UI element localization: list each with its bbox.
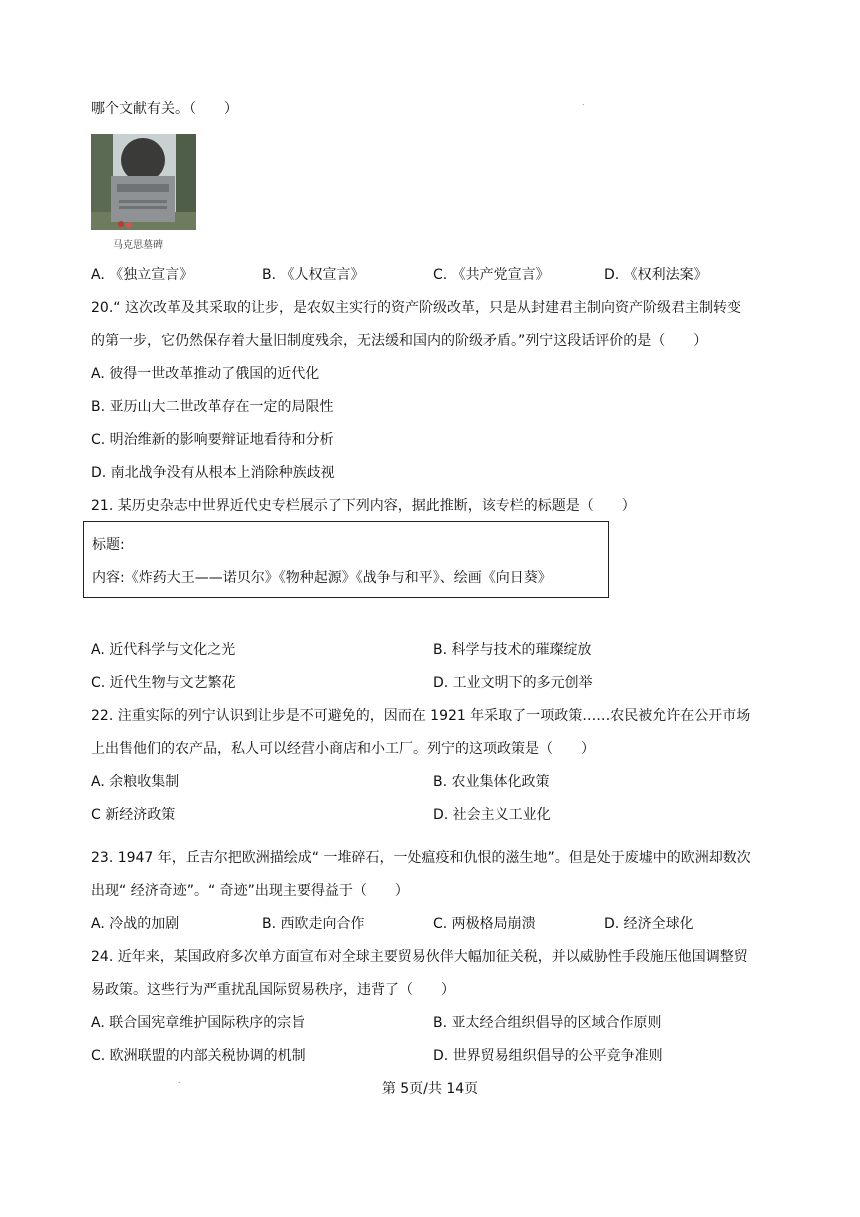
- q23-option-a[interactable]: A. 冷战的加剧: [91, 916, 180, 932]
- q21-stem: 21. 某历史杂志中世界近代史专栏展示了下列内容，据此推断，该专栏的标题是（ ）: [91, 498, 636, 514]
- q19-option-b[interactable]: B. 《人权宣言》: [262, 267, 365, 283]
- q21-option-c[interactable]: C. 近代生物与文艺繁花: [91, 675, 236, 691]
- page-footer: 第 5页/共 14页: [381, 1081, 479, 1097]
- marx-tomb-photo: [91, 134, 196, 230]
- q22-option-d[interactable]: D. 社会主义工业化: [433, 807, 551, 823]
- q24-option-d[interactable]: D. 世界贸易组织倡导的公平竞争准则: [433, 1048, 663, 1064]
- q23-option-d[interactable]: D. 经济全球化: [604, 916, 694, 932]
- q24-stem-line1: 24. 近年来，某国政府多次单方面宣布对全球主要贸易伙伴大幅加征关税，并以威胁性手段施压他国调整贸: [91, 949, 748, 965]
- q24-option-b[interactable]: B. 亚太经合组织倡导的区域合作原则: [433, 1015, 662, 1031]
- q24-option-c[interactable]: C. 欧洲联盟的内部关税协调的机制: [91, 1048, 306, 1064]
- q22-stem-line1: 22. 注重实际的列宁认识到让步是不可避免的，因而在 1921 年采取了一项政策……农民被允许在公开市场: [91, 708, 751, 724]
- q22-option-a[interactable]: A. 余粮收集制: [91, 774, 180, 790]
- q21-option-a[interactable]: A. 近代科学与文化之光: [91, 642, 236, 658]
- marx-tomb-image: [91, 134, 196, 230]
- q19-option-d[interactable]: D. 《权利法案》: [604, 267, 708, 283]
- q19-option-a[interactable]: A. 《独立宣言》: [91, 267, 194, 283]
- q22-stem-line2: 上出售他们的农产品，私人可以经营小商店和小工厂。列宁的这项政策是（ ）: [91, 741, 595, 757]
- q20-stem-line2: 的第一步，它仍然保存着大量旧制度残余，无法缓和国内的阶级矛盾。”列宁这段话评价的是（ ）: [91, 333, 708, 349]
- q24-stem-line2: 易政策。这些行为严重扰乱国际贸易秩序，违背了（ ）: [91, 982, 455, 998]
- q23-option-c[interactable]: C. 两极格局崩溃: [433, 916, 536, 932]
- q23-stem-line1: 23. 1947 年，丘吉尔把欧洲描绘成“ 一堆碎石，一处瘟疫和仇恨的滋生地”。但是处于废墟中的欧洲却数次: [91, 850, 751, 866]
- q21-content-box: [83, 521, 609, 598]
- q20-stem-line1: 20.“ 这次改革及其采取的让步，是农奴主实行的资产阶级改革，只是从封建君主制向资产阶级君主制转变: [91, 300, 741, 316]
- q22-option-c[interactable]: C 新经济政策: [91, 807, 176, 823]
- q21-option-d[interactable]: D. 工业文明下的多元创举: [433, 675, 593, 691]
- q23-option-b[interactable]: B. 西欧走向合作: [262, 916, 365, 932]
- q24-option-a[interactable]: A. 联合国宪章维护国际秩序的宗旨: [91, 1015, 306, 1031]
- q19-stem: 哪个文献有关。（ ）: [91, 101, 238, 117]
- image-caption: 马克思墓碑: [113, 240, 163, 251]
- q20-option-d[interactable]: D. 南北战争没有从根本上消除种族歧视: [91, 465, 335, 481]
- q20-option-b[interactable]: B. 亚历山大二世改革存在一定的局限性: [91, 399, 334, 415]
- q20-option-c[interactable]: C. 明治维新的影响要辩证地看待和分析: [91, 432, 334, 448]
- stray-dot: .: [582, 98, 585, 107]
- q20-option-a[interactable]: A. 彼得一世改革推动了俄国的近代化: [91, 366, 320, 382]
- q22-option-b[interactable]: B. 农业集体化政策: [433, 774, 550, 790]
- q21-box-content: 内容:《炸药大王——诺贝尔》《物种起源》《战争与和平》、绘画《向日葵》: [92, 570, 552, 586]
- q21-box-title: 标题:: [92, 537, 125, 553]
- q19-option-c[interactable]: C. 《共产党宣言》: [433, 267, 550, 283]
- stray-dot-footer: .: [178, 1076, 181, 1085]
- q23-stem-line2: 出现“ 经济奇迹”。“ 奇迹”出现主要得益于（ ）: [91, 883, 409, 899]
- q21-option-b[interactable]: B. 科学与技术的璀璨绽放: [433, 642, 592, 658]
